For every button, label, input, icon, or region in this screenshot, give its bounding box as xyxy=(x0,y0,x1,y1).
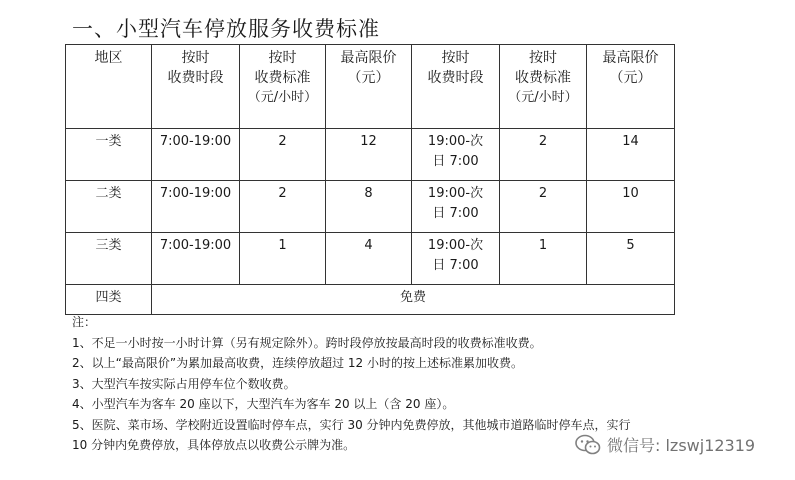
cell-day-rate: 2 xyxy=(240,129,326,181)
cell-day-period: 7:00-19:00 xyxy=(152,181,240,233)
header-night-rate: 按时 收费标准 （元/小时） xyxy=(500,45,587,129)
cell-night-max: 5 xyxy=(587,233,675,285)
cell-night-max: 10 xyxy=(587,181,675,233)
watermark xyxy=(575,433,755,456)
header-region: 地区 xyxy=(66,45,152,129)
cell-night-max: 14 xyxy=(587,129,675,181)
header-day-rate: 按时 收费标准 （元/小时） xyxy=(240,45,326,129)
cell-region: 二类 xyxy=(66,181,152,233)
cell-region: 四类 xyxy=(66,285,152,315)
cell-day-period: 7:00-19:00 xyxy=(152,233,240,285)
cell-day-period: 7:00-19:00 xyxy=(152,129,240,181)
cell-free: 免费 xyxy=(152,285,675,315)
header-day-max: 最高限价 （元） xyxy=(326,45,412,129)
table-row xyxy=(66,129,675,181)
cell-night-rate: 2 xyxy=(500,129,587,181)
cell-region: 一类 xyxy=(66,129,152,181)
fee-table xyxy=(65,44,675,315)
cell-night-period: 19:00-次日 7:00 xyxy=(412,233,500,285)
cell-day-rate: 1 xyxy=(240,233,326,285)
cell-region: 三类 xyxy=(66,233,152,285)
cell-night-period: 19:00-次日 7:00 xyxy=(412,129,500,181)
watermark-text: 微信号: lzswj12319 xyxy=(607,436,756,455)
note-item: 1、不足一小时按一小时计算（另有规定除外）。跨时段停放按最高时段的收费标准收费。 xyxy=(72,335,542,350)
note-item: 4、小型汽车为客车 20 座以下，大型汽车为客车 20 以上（含 20 座）。 xyxy=(72,397,455,411)
cell-day-max: 12 xyxy=(326,129,412,181)
table-row-free xyxy=(66,285,675,315)
table-row xyxy=(66,181,675,233)
note-item: 10 分钟内免费停放，具体停放点以收费公示牌为准。 xyxy=(72,438,356,452)
cell-night-rate: 2 xyxy=(500,181,587,233)
cell-day-max: 4 xyxy=(326,233,412,285)
cell-day-max: 8 xyxy=(326,181,412,233)
notes-label: 注： xyxy=(72,315,97,329)
header-day-period: 按时 收费时段 xyxy=(152,45,240,129)
wechat-icon xyxy=(575,434,601,456)
cell-night-period: 19:00-次日 7:00 xyxy=(412,181,500,233)
note-item: 2、以上“最高限价”为累加最高收费，连续停放超过 12 小时的按上述标准累加收费。 xyxy=(72,356,523,370)
page-title: 一、小型汽车停放服务收费标准 xyxy=(72,17,380,41)
note-item: 5、医院、菜市场、学校附近设置临时停车点，实行 30 分钟内免费停放，其他城市道路临时停车点，实行 xyxy=(72,417,631,432)
note-item: 3、大型汽车按实际占用停车位个数收费。 xyxy=(72,376,296,391)
table-header-row xyxy=(66,45,675,129)
cell-night-rate: 1 xyxy=(500,233,587,285)
cell-day-rate: 2 xyxy=(240,181,326,233)
header-night-max: 最高限价 （元） xyxy=(587,45,675,129)
header-night-period: 按时 收费时段 xyxy=(412,45,500,129)
table-row xyxy=(66,233,675,285)
